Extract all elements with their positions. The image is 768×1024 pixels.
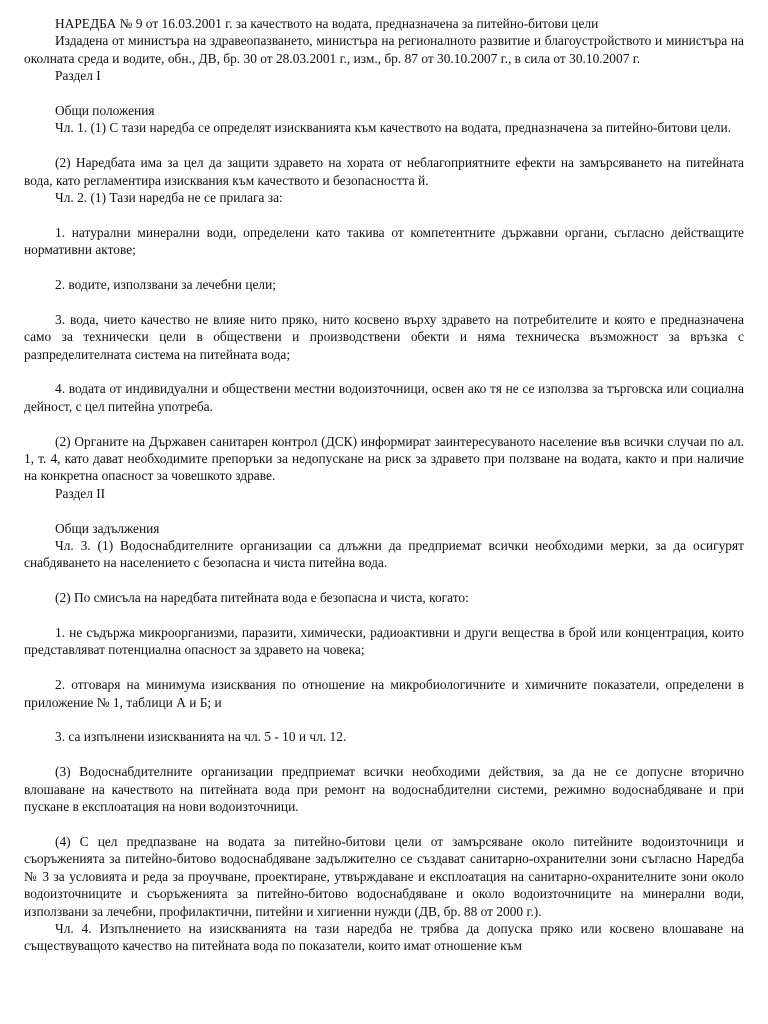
article-2-item-2: 2. водите, използвани за лечебни цели;	[55, 277, 277, 293]
spacer	[24, 502, 744, 519]
spacer	[24, 206, 744, 223]
spacer	[24, 85, 744, 102]
spacer	[24, 572, 744, 589]
article-1-paragraph-1: Чл. 1. (1) С тази наредба се определят изискванията към качеството на водата, предназначена за питейно-битови цели.	[55, 120, 731, 136]
article-2-paragraph-2: (2) Органите на Държавен санитарен контрол (ДСК) информират заинтересуваното население във всички случаи по ал. 1, т. 4, като дават необходимите препоръки за недопускане на риск за здравето при ползване на водата, както и при наличие на конкретна опасност за човешкото здраве.	[24, 433, 744, 484]
article-2-item-4: 4. водата от индивидуални и обществени местни водоизточници, освен ако тя не се използва за търговска или социална дейност, с цел питейна употреба.	[24, 381, 744, 414]
section-2-heading: Раздел II	[55, 485, 106, 501]
spacer	[24, 815, 744, 832]
spacer	[24, 711, 744, 728]
article-3-paragraph-3: (3) Водоснабдителните организации предприемат всички необходими действия, за да не се допусне вторично влошаване на качеството на питейната вода при ремонт на водоснабдителни системи, режимно водоснабдяване и при пускане в експлоатация на нови водоизточници.	[24, 764, 744, 815]
section-1-heading: Раздел I	[55, 68, 101, 84]
document-title: НАРЕДБА № 9 от 16.03.2001 г. за качеството на водата, предназначена за питейно-битови цели	[55, 16, 599, 31]
spacer	[24, 415, 744, 432]
section-1-title: Общи положения	[55, 103, 155, 119]
issuance-note: Издадена от министъра на здравеопазването, министъра на регионалното развитие и благоустройството и министъра на околната среда и водите, обн., ДВ, бр. 30 от 28.03.2001 г., изм., бр. 87 от 30.10.2007 г., в сила от 30.10.2007 г.	[24, 33, 744, 66]
spacer	[24, 746, 744, 763]
article-1-paragraph-2: (2) Наредбата има за цел да защити здравето на хората от неблагоприятните ефекти на замърсяването на питейната вода, като регламентира изисквания към качеството и безопасността й.	[24, 155, 744, 188]
spacer	[24, 259, 744, 276]
article-3-paragraph-2: (2) По смисъла на наредбата питейната вода е безопасна и чиста, когато:	[55, 590, 469, 606]
article-3-item-1: 1. не съдържа микроорганизми, паразити, химически, радиоактивни и други вещества в брой или концентрация, които представляват потенциална опасност за здравето на човека;	[24, 625, 744, 658]
article-3-item-3: 3. са изпълнени изискванията на чл. 5 - 10 и чл. 12.	[55, 729, 347, 745]
article-2-item-1: 1. натурални минерални води, определени като такива от компетентните държавни органи, съгласно действащите нормативни актове;	[24, 224, 744, 258]
spacer	[24, 293, 744, 310]
section-2-title: Общи задължения	[55, 520, 160, 536]
article-2-item-3: 3. вода, чието качество не влияе нито пряко, нито косвено върху здравето на потребителите и която е предназначена само за технически цели в обществени и производствени обекти и няма техническа възможност за връзка с разпределителната система на питейната вода;	[24, 311, 744, 362]
spacer	[24, 659, 744, 676]
article-4-paragraph-1: Чл. 4. Изпълнението на изискванията на тази наредба не трябва да допуска пряко или косвено влошаване на съществуващото качество на питейната вода по показатели, които имат отношение към	[24, 920, 744, 954]
article-3-item-2: 2. отговаря на минимума изисквания по отношение на микробиологичните и химичните показатели, определени в приложение № 1, таблици А и Б; и	[24, 677, 744, 710]
spacer	[24, 137, 744, 154]
article-2-intro: Чл. 2. (1) Тази наредба не се прилага за:	[55, 190, 283, 206]
spacer	[24, 607, 744, 624]
article-3-paragraph-1: Чл. 3. (1) Водоснабдителните организации са длъжни да предприемат всички необходими мерки, за да осигурят снабдяването на населението с безопасна и чиста питейна вода.	[24, 538, 744, 571]
article-3-paragraph-4: (4) С цел предпазване на водата за питейно-битови цели от замърсяване около питейните водоизточници и съоръженията за питейно-битово водоснабдяване задължително се създават санитарно-охранителни зони съгласно Наредба № 3 за условията и реда за проучване, проектиране, утвърждаване и експлоатация на санитарно-охранителните зони около водоизточниците и съоръженията за питейно-битово водоснабдяване и около водоизточниците на минерални води, използвани за лечебни, профилактични, питейни и хигиенни нужди (ДВ, бр. 88 от 2000 г.).	[24, 833, 744, 919]
spacer	[24, 363, 744, 380]
